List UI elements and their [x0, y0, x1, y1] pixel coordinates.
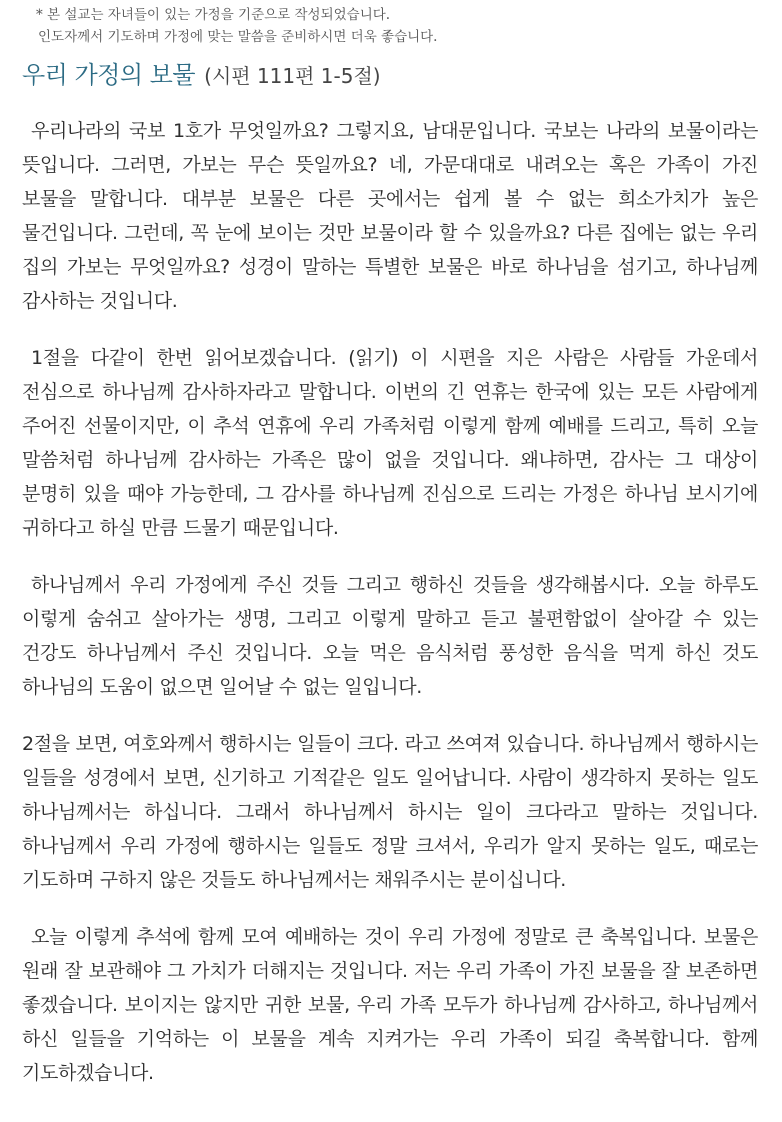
scripture-reference: (시편 111편 1-5절) — [204, 64, 381, 88]
paragraph: 2절을 보면, 여호와께서 행하시는 일들이 크다. 라고 쓰여져 있습니다. 하나님께서 행하시는 일들을 성경에서 보면, 신기하고 기적같은 일도 일어납니다. 사람이 생각하지 못하는 일도 하나님께서는 하십니다. 그래서 하나님께서 하시는 일이 크다라고 말하는 것입니다. 하나님께서 우리 가정에 행하시는 일들도 정말 크셔서, 우리가 알지 못하는 일도, 때로는 기도하며 구하지 않은 것들도 하나님께서는 채워주시는 분이십니다. — [22, 733, 758, 891]
sermon-title-text: 우리 가정의 보물 — [22, 61, 196, 89]
preface-note-line: * 본 설교는 자녀들이 있는 가정을 기준으로 작성되었습니다. — [36, 7, 391, 23]
preface-notes — [36, 4, 758, 48]
paragraph: 1절을 다같이 한번 읽어보겠습니다. (읽기) 이 시편을 지은 사람은 사람들 가운데서 전심으로 하나님께 감사하자라고 말합니다. 이번의 긴 연휴는 한국에 있는 모든 사람에게 주어진 선물이지만, 이 추석 연휴에 우리 가족처럼 이렇게 함께 예배를 드리고, 특히 오늘 말씀처럼 하나님께 감사하는 가족은 많이 없을 것입니다. 왜냐하면, 감사는 그 대상이 분명히 있을 때야 가능한데, 그 감사를 하나님께 진심으로 드리는 가정은 하나님 보시기에 귀하다고 하실 만큼 드물기 때문입니다. — [22, 347, 758, 539]
paragraph: 오늘 이렇게 추석에 함께 모여 예배하는 것이 우리 가정에 정말로 큰 축복입니다. 보물은 원래 잘 보관해야 그 가치가 더해지는 것입니다. 저는 우리 가족이 가진 보물을 잘 보존하면 좋겠습니다. 보이지는 않지만 귀한 보물, 우리 가족 모두가 하나님께 감사하고, 하나님께서 하신 일들을 기억하는 이 보물을 계속 지켜가는 우리 가족이 되길 축복합니다. 함께 기도하겠습니다. — [22, 926, 758, 1084]
preface-note-line: 인도자께서 기도하며 가정에 맞는 말씀을 준비하시면 더욱 좋습니다. — [38, 29, 438, 45]
sermon-body — [22, 114, 758, 1090]
sermon-title — [22, 57, 758, 93]
paragraph: 하나님께서 우리 가정에게 주신 것들 그리고 행하신 것들을 생각해봅시다. 오늘 하루도 이렇게 숨쉬고 살아가는 생명, 그리고 이렇게 말하고 듣고 불편함없이 살아갈 수 있는 건강도 하나님께서 주신 것입니다. 오늘 먹은 음식처럼 풍성한 음식을 먹게 하신 것도 하나님의 도움이 없으면 일어날 수 없는 일입니다. — [22, 574, 758, 698]
paragraph: 우리나라의 국보 1호가 무엇일까요? 그렇지요, 남대문입니다. 국보는 나라의 보물이라는 뜻입니다. 그러면, 가보는 무슨 뜻일까요? 네, 가문대대로 내려오는 혹은 가족이 가진 보물을 말합니다. 대부분 보물은 다른 곳에서는 쉽게 볼 수 없는 희소가치가 높은 물건입니다. 그런데, 꼭 눈에 보이는 것만 보물이라 할 수 있을까요? 다른 집에는 없는 우리 집의 가보는 무엇일까요? 성경이 말하는 특별한 보물은 바로 하나님을 섬기고, 하나님께 감사하는 것입니다. — [22, 120, 758, 312]
